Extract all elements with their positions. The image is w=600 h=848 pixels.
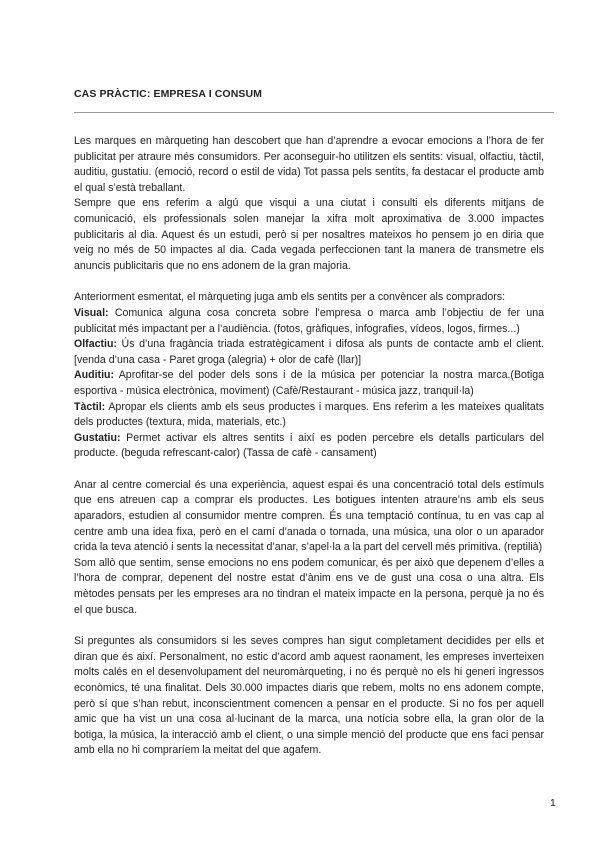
sense-tactil (74, 400, 544, 431)
senses-intro: Anteriorment esmentat, el màrqueting juga amb els sentits per a convèncer als compradors: (74, 291, 506, 304)
paragraph-gap (74, 618, 544, 634)
sense-text: Permet activar els altres sentits i així es poden percebre els detalls particulars del producte. (beguda refrescant-calor) (Tassa de cafè - cansament) (74, 431, 544, 460)
sense-label: Tàctil: (74, 400, 106, 413)
paragraph-gap (74, 274, 544, 290)
sense-label: Olfactiu: (74, 338, 117, 351)
document-body (74, 134, 544, 759)
paragraph-intro-senses: Les marques en màrqueting han descobert que han d’aprendre a evocar emocions a l’hora de fer publicitat per atraure més consumidors. Per aconseguir-ho utilitzen els sentits: visual, olfactiu, tàctil, auditiu, gustatiu. (emoció, record o estil de vida) Tot passa pels sentits, fa destacar el producte amb el qual s’està treballant. (74, 135, 544, 194)
sense-text: Apropar els clients amb els seus productes i marques. Ens referim a les mateixes qualitats dels productes (textura, mida, materials, etc.) (74, 400, 544, 429)
sense-label: Gustatiu: (74, 431, 121, 444)
sense-label: Auditiu: (74, 369, 115, 382)
document-title: CAS PRÀCTIC: EMPRESA I CONSUM (74, 88, 263, 100)
paragraph-impacts: Sempre que ens referim a algú que visqui a una ciutat i consulti els diferents mitjans de comunicació, els professionals solen manejar la xifra molt aproximativa de 3.000 impactes publicitaris al dia. Aquest és un estudi, però si per nosaltres mateixos ho pensem jo en diria que veig no més de 50 impactes al dia. Cada vegada perfeccionen tant la manera de transmetre els anuncis publicitaris que no ens adonem de la gran majoria. (74, 197, 544, 272)
paragraph-gap (74, 462, 544, 478)
sense-text: Comunica alguna cosa concreta sobre l’empresa o marca amb l’objectiu de fer una publicitat més impactant per a l’audiència. (fotos, gràfiques, infografies, vídeos, logos, firmes...) (74, 306, 544, 335)
sense-olfactiu (74, 337, 544, 368)
paragraph-emotions: Som allò que sentim, sense emocions no ens podem comunicar, és per això que depenem d’elles a l’hora de comprar, depenent del nostre estat d’ànim ens ve de gust una cosa o una altra. Els mètodes pensats per les empreses ara no tindran el mateix impacte en la persona, perquè ja no és el que busca. (74, 556, 544, 616)
sense-gustatiu (74, 431, 544, 462)
title-divider (74, 112, 554, 113)
paragraph-consumers: Si preguntes als consumidors si les seves compres han sigut completament decidides per ells et diran que és així. Personalment, no estic d’acord amb aquest raonament, les empreses inverteixen molts calés en el desenvolupament del neuromàrqueting, i no és perquè no els hi generi ingressos econòmics, té una finalitat. Dels 30.000 impactes diaris que rebem, molts no ens adonem compte, però sí que s’han rebut, inconscientment comencen a pensar en el producte. Si no fos per aquell amic que ha vist un una cosa al·lucinant de la marca, una notícia sobre ella, la gran olor de la botiga, la música, la interacció amb el client, o una simple menció del producte que ens faci pensar amb ella no hi compraríem la meitat del que agafem. (74, 635, 544, 757)
sense-visual (74, 306, 544, 337)
sense-text: Aprofitar-se del poder dels sons i de la música per potenciar la nostra marca.(Botiga esportiva - música electrònica, moviment) (Cafè/Restaurant - música jazz, tranquil·la) (74, 369, 544, 397)
sense-auditiu (74, 368, 544, 399)
sense-text: Ús d’una fragància triada estratègicament i difosa als punts de contacte amb el client. [venda d’una casa - Paret groga (alegria) + olor de cafè (llar)] (74, 338, 544, 366)
page-number: 1 (550, 797, 556, 809)
sense-label: Visual: (74, 306, 109, 319)
paragraph-mall: Anar al centre comercial és una experiència, aquest espai és una concentració total dels estímuls que ens atreuen cap a comprar els productes. Les botigues intenten atraure’ns amb els seus aparadors, estudien al consumidor mentre compren. És una temptació contínua, tu en vas cap al centre amb una idea fixa, però en el camí d’anada o tornada, una música, una olor o un aparador crida la teva atenció i sents la necessitat d’anar, s’apel·la a la part del cervell més primitiva. (reptilià) (74, 478, 544, 554)
